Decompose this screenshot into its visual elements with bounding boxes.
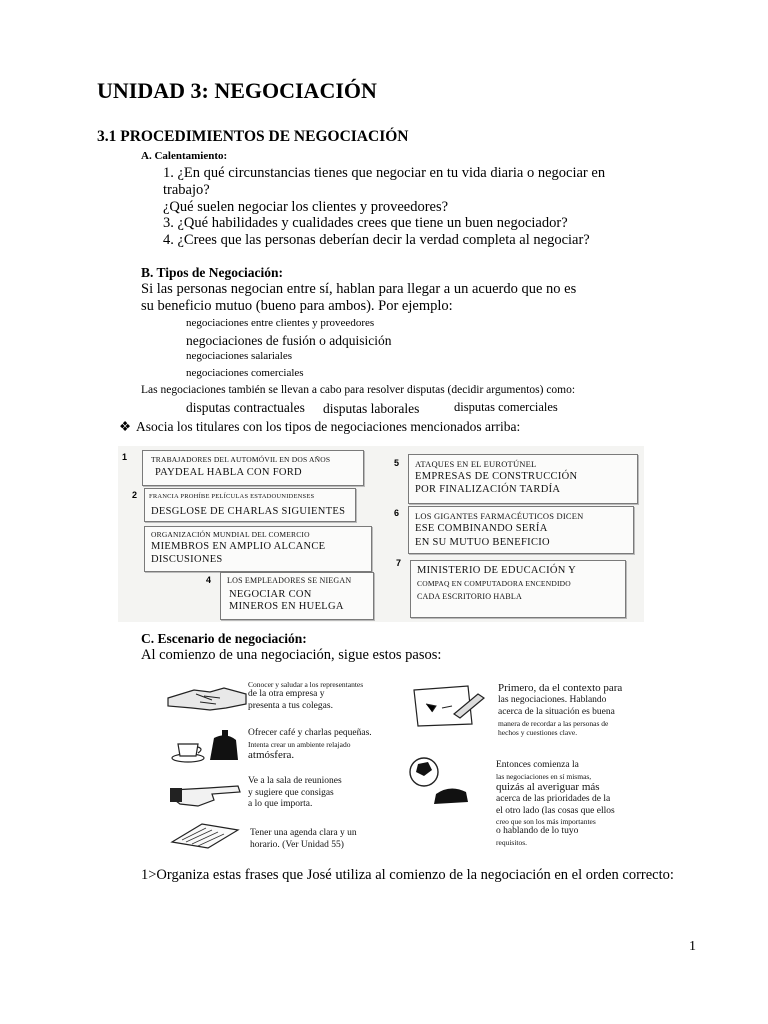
dispute-contract: disputas contractuales bbox=[186, 400, 305, 415]
headline-big-text: MINEROS EN HUELGA bbox=[229, 601, 344, 613]
step-text: requisitos. bbox=[496, 838, 528, 847]
headline-number: 7 bbox=[396, 558, 402, 568]
step-text: las negociaciones en sí mismas, bbox=[496, 771, 592, 781]
step-text: a lo que importa. bbox=[248, 799, 313, 810]
step-text: presenta a tus colegas. bbox=[248, 700, 333, 711]
headline-small-text: LOS EMPLEADORES SE NIEGAN bbox=[227, 576, 352, 585]
headline-small-text: TRABAJADORES DEL AUTOMÓVIL EN DOS AÑOS bbox=[151, 455, 331, 464]
section-heading: 3.1 PROCEDIMIENTOS DE NEGOCIACIÓN bbox=[97, 128, 409, 145]
writing-hand-icon bbox=[408, 684, 488, 728]
headline-big-text: NEGOCIAR CON bbox=[229, 588, 312, 600]
headline-small-text: LOS GIGANTES FARMACÉUTICOS DICEN bbox=[415, 511, 584, 521]
scenario-intro: Al comienzo de una negociación, sigue estos pasos: bbox=[141, 647, 442, 663]
step-text: y sugiere que consigas bbox=[248, 787, 334, 798]
headline-big-text: ESE COMBINANDO SERÍA bbox=[415, 523, 548, 535]
types-paragraph-line-2: su beneficio mutuo (bueno para ambos). Por ejemplo: bbox=[141, 298, 453, 314]
step-text: Entonces comienza la bbox=[496, 760, 579, 770]
page-title: UNIDAD 3: NEGOCIACIÓN bbox=[97, 78, 377, 103]
step-text: Conocer y saludar a los representantes bbox=[248, 680, 364, 689]
step-left-3 bbox=[248, 776, 342, 811]
step-left-4 bbox=[250, 828, 357, 851]
headline-small-text: COMPAQ EN COMPUTADORA ENCENDIDO bbox=[417, 578, 571, 588]
headline-clipping-5 bbox=[408, 454, 638, 504]
types-paragraph-line-1: Si las personas negocian entre sí, hablan para llegar a un acuerdo que no es bbox=[141, 281, 577, 297]
headline-big-text: DESGLOSE DE CHARLAS SIGUIENTES bbox=[151, 506, 346, 518]
types-heading: B. Tipos de Negociación: bbox=[141, 265, 284, 280]
headline-big-text: EN SU MUTUO BENEFICIO bbox=[415, 536, 550, 548]
step-text: hechos y cuestiones clave. bbox=[498, 727, 578, 737]
headline-number: 1 bbox=[122, 452, 128, 462]
page-number: 1 bbox=[689, 939, 696, 954]
headline-number: 5 bbox=[394, 458, 400, 468]
headline-clipping-6 bbox=[408, 506, 634, 554]
step-text: Intenta crear un ambiente relajado bbox=[248, 739, 351, 749]
headline-number: 2 bbox=[132, 490, 138, 500]
headlines-panel bbox=[118, 446, 644, 622]
warmup-question-2: ¿Qué suelen negociar los clientes y proveedores? bbox=[163, 199, 449, 215]
headline-clipping-2 bbox=[144, 488, 356, 522]
step-text: creo que son los más importantes bbox=[496, 817, 596, 827]
step-text: Ve a la sala de reuniones bbox=[248, 776, 342, 786]
headline-big-text: PAYDEAL HABLA CON FORD bbox=[155, 467, 302, 479]
warmup-question-3: 3. ¿Qué habilidades y cualidades crees que tiene un buen negociador? bbox=[163, 215, 568, 231]
pointing-hand-icon bbox=[168, 776, 244, 810]
headline-big-text: MINISTERIO DE EDUCACIÓN Y bbox=[417, 565, 577, 576]
headline-small-text: FRANCIA PROHÍBE PELÍCULAS ESTADOUNIDENSES bbox=[149, 493, 315, 500]
disputes-intro: Las negociaciones también se llevan a cabo para resolver disputas (decidir argumentos) como: bbox=[141, 384, 576, 396]
warmup-question-4: 4. ¿Crees que las personas deberían decir la verdad completa al negociar? bbox=[163, 232, 590, 248]
warmup-question-1a: 1. ¿En qué circunstancias tienes que negociar en tu vida diaria o negociar en bbox=[163, 165, 606, 181]
headline-clipping-7 bbox=[410, 560, 626, 618]
step-right-1 bbox=[498, 682, 622, 737]
type-item-3: negociaciones salariales bbox=[186, 350, 292, 362]
headline-big-text: MIEMBROS EN AMPLIO ALCANCE bbox=[151, 541, 326, 553]
step-text: o hablando de lo tuyo bbox=[496, 826, 579, 837]
warmup-question-1b: trabajo? bbox=[163, 182, 210, 198]
headline-big-text: DISCUSIONES bbox=[151, 553, 223, 565]
step-text: acerca de las prioridades de la bbox=[496, 794, 611, 805]
type-item-2: negociaciones de fusión o adquisición bbox=[186, 333, 392, 348]
step-text: las negociaciones. Hablando bbox=[498, 695, 607, 706]
headline-big-text: POR FINALIZACIÓN TARDÍA bbox=[415, 483, 561, 495]
scenario-illustration bbox=[158, 676, 650, 854]
headline-number: 6 bbox=[394, 508, 400, 518]
step-text: Tener una agenda clara y un bbox=[250, 828, 357, 838]
headline-clipping-1 bbox=[142, 450, 364, 486]
step-text: manera de recordar a las personas de bbox=[498, 718, 609, 728]
agenda-book-icon bbox=[168, 820, 242, 850]
soccer-ball-icon bbox=[406, 754, 486, 810]
headline-small-text: ORGANIZACIÓN MUNDIAL DEL COMERCIO bbox=[151, 530, 310, 539]
dispute-commercial: disputas comerciales bbox=[454, 400, 558, 414]
headline-clipping-4 bbox=[220, 572, 374, 620]
scenario-heading: C. Escenario de negociación: bbox=[141, 631, 307, 646]
step-text: el otro lado (las cosas que ellos bbox=[496, 805, 615, 816]
step-text: acerca de la situación es buena bbox=[498, 706, 615, 717]
headline-small-text: CADA ESCRITORIO HABLA bbox=[417, 591, 522, 601]
step-right-2 bbox=[496, 760, 615, 847]
step-text: Ofrecer café y charlas pequeñas. bbox=[248, 728, 372, 738]
headline-clipping-3 bbox=[144, 526, 372, 572]
type-item-1: negociaciones entre clientes y proveedores bbox=[186, 317, 375, 329]
headline-small-text: ATAQUES EN EL EUROTÚNEL bbox=[415, 459, 537, 469]
headline-big-text: EMPRESAS DE CONSTRUCCIÓN bbox=[415, 471, 578, 483]
task-instruction: 1>Organiza estas frases que José utiliza al comienzo de la negociación en el orden correcto: bbox=[141, 867, 674, 883]
instruction-text: Asocia los titulares con los tipos de negociaciones mencionados arriba: bbox=[136, 419, 521, 434]
step-left-2 bbox=[248, 728, 372, 762]
step-left-1 bbox=[248, 680, 363, 712]
instruction-bullet: ❖ bbox=[119, 419, 132, 434]
handshake-icon bbox=[166, 680, 248, 716]
step-text: quizás al averiguar más bbox=[496, 780, 600, 793]
headline-number: 4 bbox=[206, 575, 212, 585]
step-text: de la otra empresa y bbox=[248, 689, 325, 700]
warmup-heading: A. Calentamiento: bbox=[141, 150, 228, 162]
step-text: Primero, da el contexto para bbox=[498, 682, 623, 694]
step-text: horario. (Ver Unidad 55) bbox=[250, 839, 344, 850]
type-item-4: negociaciones comerciales bbox=[186, 367, 304, 379]
dispute-labor: disputas laborales bbox=[323, 401, 420, 416]
coffee-cup-icon bbox=[170, 726, 242, 766]
step-text: atmósfera. bbox=[248, 748, 295, 761]
